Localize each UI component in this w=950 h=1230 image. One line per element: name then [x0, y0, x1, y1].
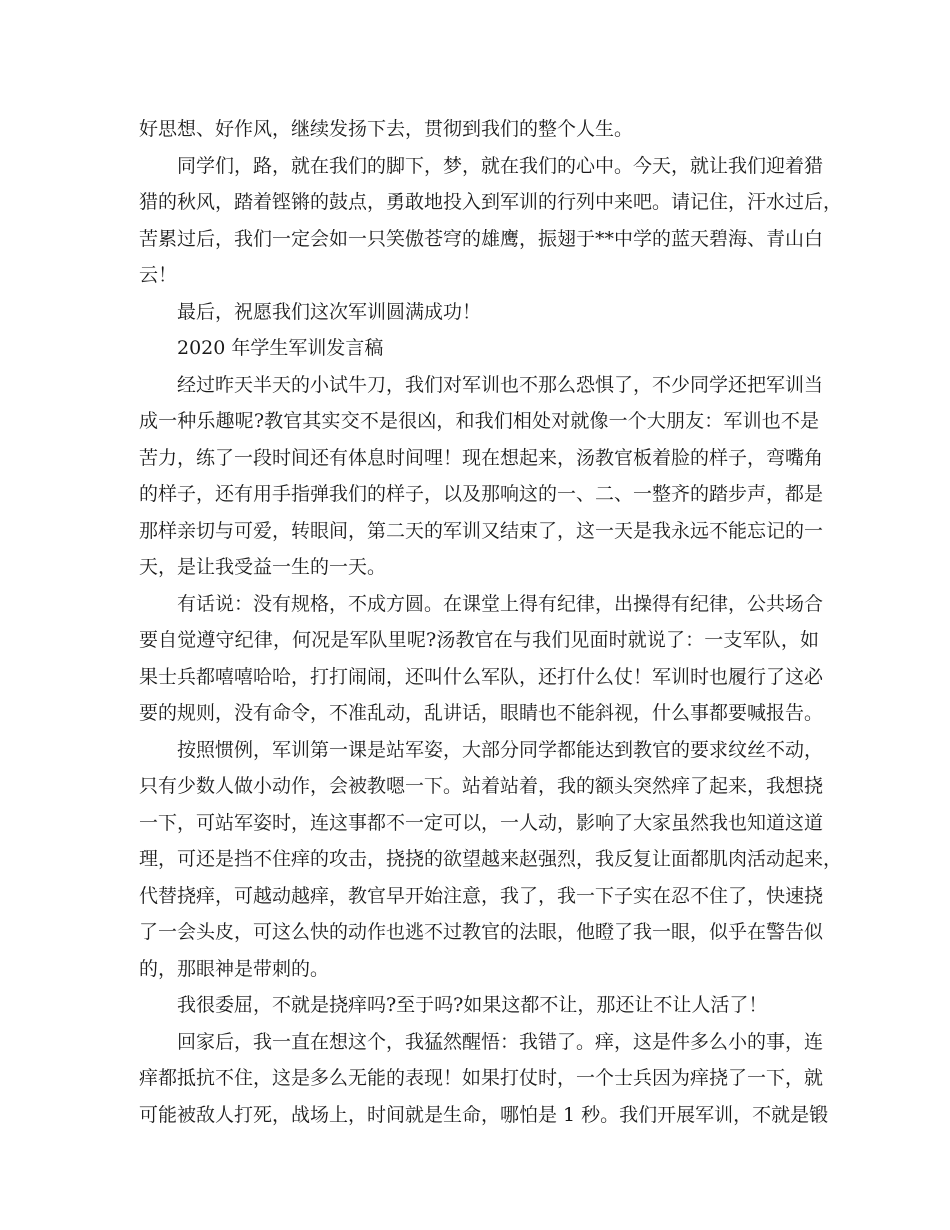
text-line: 苦力，练了一段时间还有体息时间哩！现在想起来，汤教官板着脸的样子，弯嘴角 [139, 447, 824, 469]
paragraph-first-line: 按照惯例，军训第一课是站军姿，大部分同学都能达到教官的要求纹丝不动， [177, 739, 824, 761]
paragraph-first-line: 同学们，路，就在我们的脚下，梦，就在我们的心中。今天，就让我们迎着猎 [177, 155, 824, 177]
text-line: 一下，可站军姿时，连这事都不一定可以，一人动，影响了大家虽然我也知道这道 [139, 812, 824, 834]
text-line: 那样亲切与可爱，转眼间，第二天的军训又结束了，这一天是我永远不能忘记的一 [139, 520, 824, 542]
text-line: 天，是让我受益一生的一天。 [139, 556, 387, 578]
text-line: 苦累过后，我们一定会如一只笑傲苍穹的雄鹰，振翅于**中学的蓝天碧海、青山白 [139, 228, 824, 250]
text-line: 代替挠痒，可越动越痒，教官早开始注意，我了，我一下子实在忍不住了，快速挠 [139, 885, 824, 907]
paragraph-first-line: 经过昨天半天的小试牛刀，我们对军训也不那么恐惧了，不少同学还把军训当 [177, 374, 824, 396]
text-line: 好思想、好作风，继续发扬下去，贯彻到我们的整个人生。 [139, 118, 634, 140]
text-line: 只有少数人做小动作，会被教嗯一下。站着站着，我的额头突然痒了起来，我想挠 [139, 775, 824, 797]
text-line: 痒都抵抗不住，这是多么无能的表现！如果打仗时，一个士兵因为痒挠了一下，就 [139, 1067, 824, 1089]
section-heading: 2020 年学生军训发言稿 [177, 337, 384, 359]
text-line: 要的规则，没有命令，不准乱动，乱讲话，眼睛也不能斜视，什么事都要喊报告。 [139, 702, 824, 724]
text-line: 云！ [139, 264, 178, 286]
text-line: 果士兵都嘻嘻哈哈，打打闹闹，还叫什么军队，还打什么仗！军训时也履行了这必 [139, 666, 824, 688]
text-line: 要自觉遵守纪律，何况是军队里呢?汤教官在与我们见面时就说了：一支军队，如 [139, 629, 819, 651]
text-line: 可能被敌人打死，战场上，时间就是生命，哪怕是 1 秒。我们开展军训，不就是锻 [139, 1104, 829, 1126]
paragraph-first-line: 回家后，我一直在想这个，我猛然醒悟：我错了。痒，这是件多么小的事，连 [177, 1031, 824, 1053]
paragraph-first-line: 我很委屈，不就是挠痒吗?至于吗?如果这都不让，那还让不让人活了！ [177, 994, 768, 1016]
text-line: 的样子，还有用手指弹我们的样子，以及那响这的一、二、一整齐的踏步声，都是 [139, 483, 824, 505]
text-line: 成一种乐趣呢?教官其实交不是很凶，和我们相处对就像一个大朋友：军训也不是 [139, 410, 819, 432]
text-line: 理，可还是挡不住痒的攻击，挠挠的欲望越来赵强烈，我反复让面都肌肉活动起来， [139, 848, 843, 870]
text-line: 猎的秋风，踏着铿锵的鼓点，勇敢地投入到军训的行列中来吧。请记住，汗水过后， [139, 191, 843, 213]
text-line: 了一会头皮，可这么快的动作也逃不过教官的法眼，他瞪了我一眼，似乎在警告似 [139, 921, 824, 943]
paragraph-first-line: 最后，祝愿我们这次军训圆满成功！ [177, 301, 482, 323]
text-line: 的，那眼神是带刺的。 [139, 958, 330, 980]
paragraph-first-line: 有话说：没有规格，不成方圆。在课堂上得有纪律，出操得有纪律，公共场合 [177, 593, 824, 615]
